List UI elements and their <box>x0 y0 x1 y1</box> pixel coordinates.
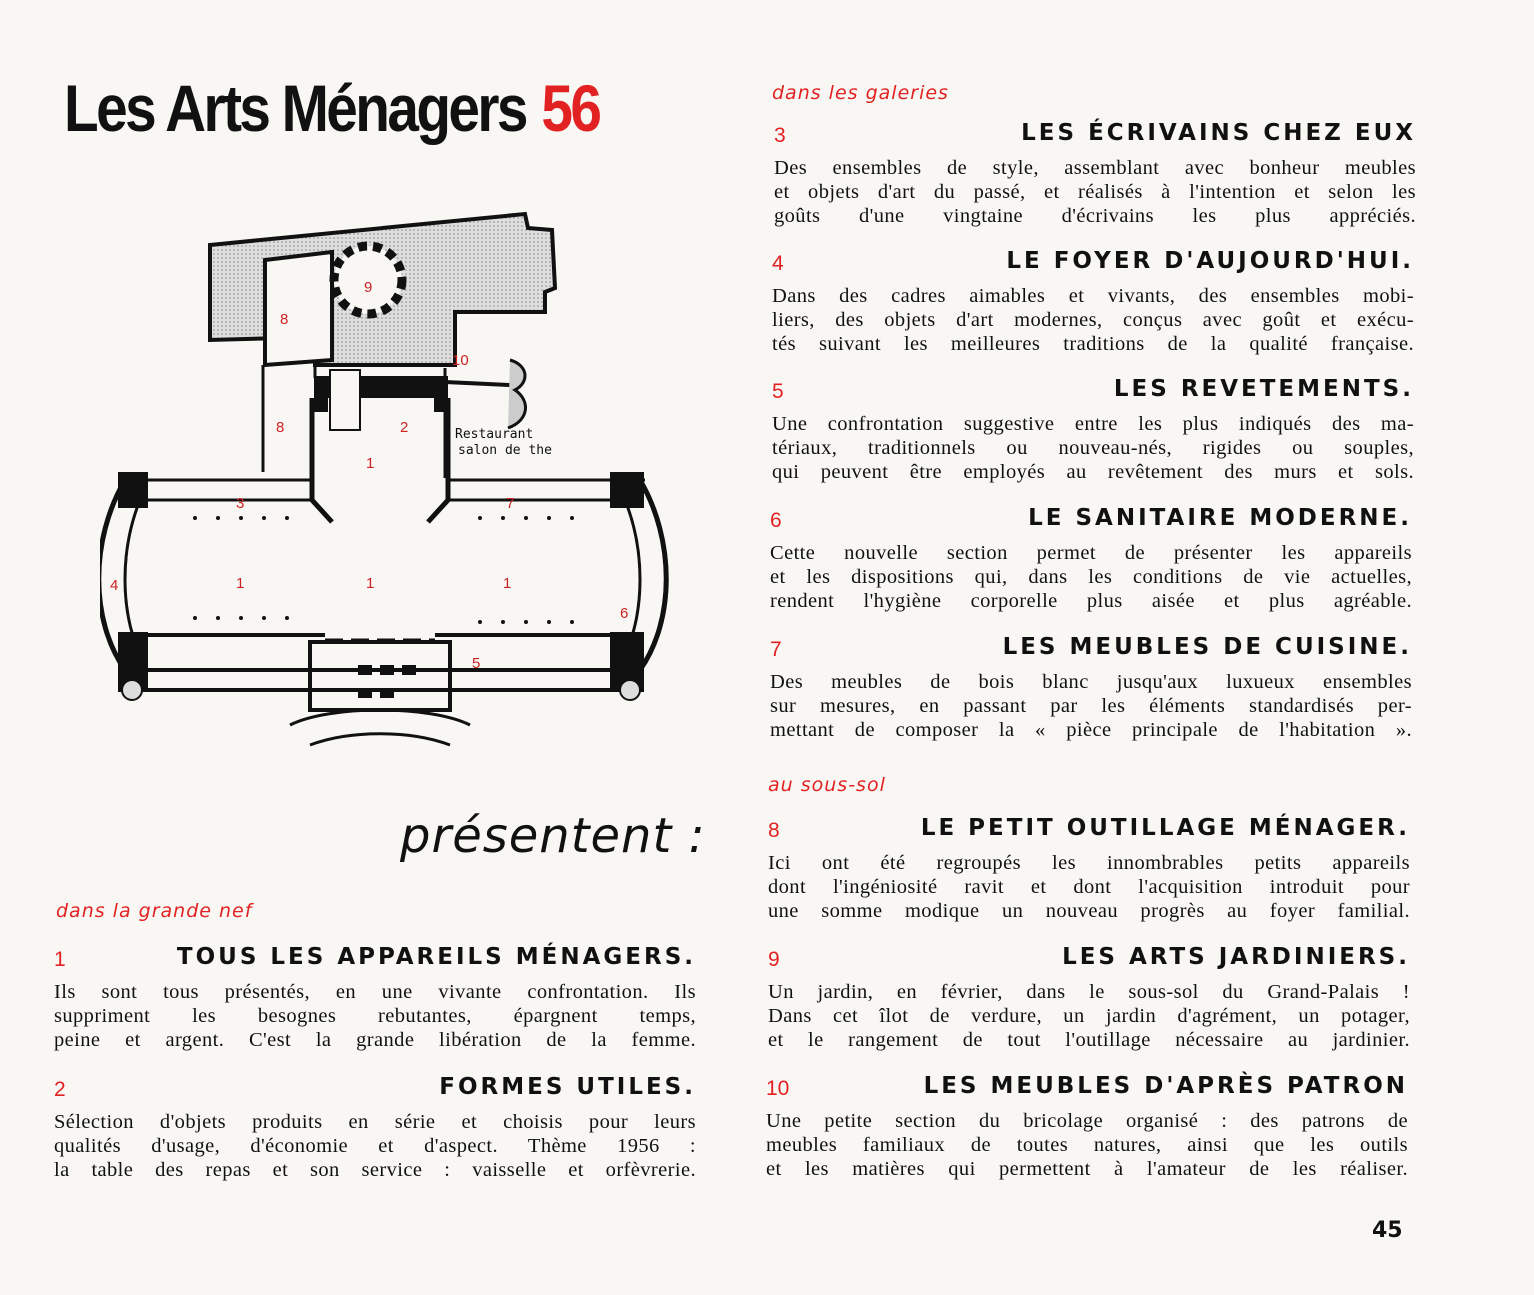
item-line: Une petite section du bricolage organisé : des patrons de <box>766 1110 1408 1132</box>
item-heading: LES MEUBLES DE CUISINE. <box>1002 634 1412 660</box>
group-label-galeries: dans les galeries <box>772 82 949 104</box>
item-line: goûts d'une vingtaine d'écrivains les plus appréciés. <box>774 205 1416 227</box>
item-heading: FORMES UTILES. <box>439 1074 696 1100</box>
item-number: 10 <box>766 1077 790 1100</box>
plan-label-1: 1 <box>503 575 512 592</box>
item-line: dont l'ingéniosité ravit et dont l'acquisition introduit pour <box>768 876 1410 898</box>
section-item <box>770 505 1412 613</box>
title-number: 56 <box>541 71 600 145</box>
item-line: Ici ont été regroupés les innombrables petits appareils <box>768 852 1410 874</box>
page-number: 45 <box>1372 1218 1403 1243</box>
item-number: 4 <box>772 252 784 275</box>
item-number: 8 <box>768 819 780 842</box>
plan-label-1: 1 <box>366 455 375 472</box>
item-line: Un jardin, en février, dans le sous-sol du Grand-Palais ! <box>768 981 1410 1003</box>
plan-label-3: 3 <box>236 495 245 512</box>
plan-label-7: 7 <box>506 495 515 512</box>
item-line: mettant de composer la « pièce principale de l'habitation ». <box>770 719 1412 741</box>
item-number: 3 <box>774 124 786 147</box>
item-line: Sélection d'objets produits en série et choisis pour leurs <box>54 1111 696 1133</box>
item-number: 1 <box>54 948 66 971</box>
section-item <box>774 120 1416 228</box>
restaurant-label <box>455 427 552 458</box>
plan-label-1: 1 <box>236 575 245 592</box>
restaurant-line: Restaurant <box>455 427 534 442</box>
item-line: Cette nouvelle section permet de présenter les appareils <box>770 542 1412 564</box>
item-line: peine et argent. C'est la grande libération de la femme. <box>54 1029 696 1051</box>
item-line: et objets d'art du passé, et réalisés à l'intention et selon les <box>774 181 1416 203</box>
section-item <box>54 944 696 1052</box>
presentent-heading: présentent : <box>400 808 706 864</box>
section-item <box>766 1073 1408 1181</box>
item-number: 2 <box>54 1078 66 1101</box>
section-item <box>772 376 1414 484</box>
section-item <box>54 1074 696 1182</box>
item-line: Dans des cadres aimables et vivants, des ensembles mobi- <box>772 285 1414 307</box>
item-line: Des ensembles de style, assemblant avec bonheur meubles <box>774 157 1416 179</box>
plan-label-10: 10 <box>452 352 469 369</box>
item-heading: LES ARTS JARDINIERS. <box>1062 944 1410 970</box>
section-item <box>770 634 1412 742</box>
section-item <box>772 248 1414 356</box>
item-line: rendent l'hygiène corporelle plus aisée et plus agréable. <box>770 590 1412 612</box>
item-line: Ils sont tous présentés, en une vivante confrontation. Ils <box>54 981 696 1003</box>
floor-plan <box>100 200 670 760</box>
plan-label-4: 4 <box>110 577 119 594</box>
item-heading: LE FOYER D'AUJOURD'HUI. <box>1006 248 1414 274</box>
item-line: Des meubles de bois blanc jusqu'aux luxueux ensembles <box>770 671 1412 693</box>
item-heading: LES ÉCRIVAINS CHEZ EUX <box>1021 120 1416 146</box>
plan-label-8: 8 <box>280 311 289 328</box>
item-line: Une confrontation suggestive entre les plus indiqués des ma- <box>772 413 1414 435</box>
item-line: la table des repas et son service : vaisselle et orfèvrerie. <box>54 1159 696 1181</box>
group-label-nef: dans la grande nef <box>56 900 253 922</box>
item-line: et les matières qui permettent à l'amateur de les réaliser. <box>766 1158 1408 1180</box>
group-label-sous-sol: au sous-sol <box>768 774 886 796</box>
item-line: qui peuvent être employés au revêtement des murs et sols. <box>772 461 1414 483</box>
item-line: une somme modique un nouveau progrès au foyer familial. <box>768 900 1410 922</box>
item-line: Dans cet îlot de verdure, un jardin d'agrément, un potager, <box>768 1005 1410 1027</box>
plan-label-5: 5 <box>472 655 481 672</box>
item-number: 5 <box>772 380 784 403</box>
item-line: meubles familiaux de toutes natures, ainsi que les outils <box>766 1134 1408 1156</box>
restaurant-line: salon de the <box>458 443 552 458</box>
section-item <box>768 944 1410 1052</box>
item-number: 6 <box>770 509 782 532</box>
item-line: et le rangement de tout l'outillage nécessaire au jardinier. <box>768 1029 1410 1051</box>
item-number: 7 <box>770 638 782 661</box>
plan-label-1: 1 <box>366 575 375 592</box>
item-heading: LES REVETEMENTS. <box>1113 376 1414 402</box>
item-line: suppriment les besognes rebutantes, épargnent temps, <box>54 1005 696 1027</box>
item-line: liers, des objets d'art modernes, conçus avec goût et exécu- <box>772 309 1414 331</box>
item-heading: LE PETIT OUTILLAGE MÉNAGER. <box>920 815 1410 841</box>
section-item <box>768 815 1410 923</box>
plan-label-9: 9 <box>364 279 373 296</box>
item-heading: LES MEUBLES D'APRÈS PATRON <box>923 1073 1408 1099</box>
item-line: sur mesures, en passant par les éléments standardisés per- <box>770 695 1412 717</box>
item-number: 9 <box>768 948 780 971</box>
item-line: tériaux, traditionnels ou nouveau-nés, rigides ou souples, <box>772 437 1414 459</box>
item-heading: TOUS LES APPAREILS MÉNAGERS. <box>176 944 696 970</box>
plan-label-8: 8 <box>276 419 285 436</box>
page-title <box>64 70 599 146</box>
item-line: qualités d'usage, d'économie et d'aspect. Thème 1956 : <box>54 1135 696 1157</box>
plan-label-2: 2 <box>400 419 409 436</box>
item-line: tés suivant les meilleures traditions de la qualité française. <box>772 333 1414 355</box>
item-line: et les dispositions qui, dans les conditions de vie actuelles, <box>770 566 1412 588</box>
item-heading: LE SANITAIRE MODERNE. <box>1028 505 1412 531</box>
title-text: Les Arts Ménagers <box>64 71 526 145</box>
plan-label-6: 6 <box>620 605 629 622</box>
